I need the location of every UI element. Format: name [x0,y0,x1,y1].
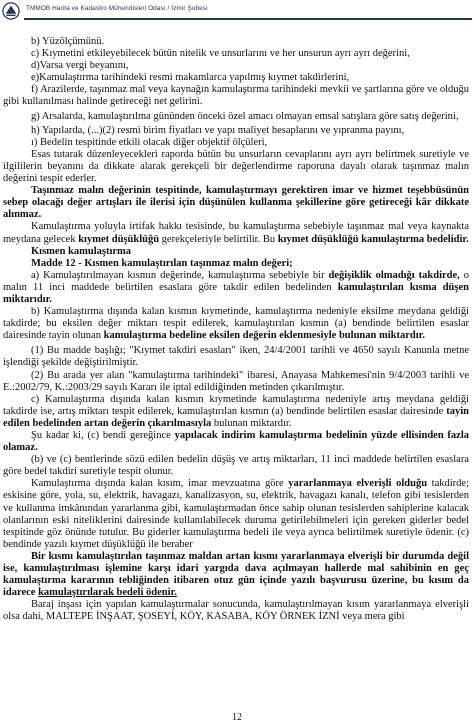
clause-g: g) Arsalarda, kamulaştırılma gününden önceki özel amacı olmayan emsal satışlara göre satış değerini, [31,110,459,122]
unusable-text: Bir kısmı kamulaştırılan taşınmaz maldan artan kısmı yararlanmaya elverişli bir durumda değil ise, kamulaştırılması işlemine karşı idari yargıda dava açılmayan hallerde mal sahibinin en geç kamulaştırma kararının tebliğinden itibaren otuz gün içinde yazılı başvurusu üzerine, bu kısım da idarece [3,550,469,599]
clause-a-text-2: o malın 11 inci maddede belirtilen esaslara göre takdir edilen bedelinden [3,269,469,293]
document-body [3,36,469,624]
remaining-bold: yararlanmaya elverişli olduğu [288,478,428,490]
unusable-underlined: kamulaştırılarak bedeli ödenir. [38,587,177,599]
paragraph-report: Esas tutarak düzenleyecekleri raporda bütün bu unsurların cevaplarını ayrı ayrı belirtmek suretiyle ve ilgililerin beyanını da dikkate alarak gerekçeli bir değerlendirme raporuna dayalı olarak taşınmaz malın değerini tespit ederler. [3,148,469,185]
clause-a-bold-1: değişiklik olmadığı takdirde, [328,269,460,281]
paragraph-value-increase: Taşınmaz malın değerinin tespitinde, kamulaştırmayı gerektiren imar ve hizmet teşebbüsünün sebep olacağı değer artışları ile ilerisi için düşünülen kullanma şekillerine göre getireceği kâr dikkate alınmaz. [3,185,469,221]
clause-a-bold-2: kamulaştırılan kısma düşen miktarıdır. [3,281,469,305]
section-heading: Kısmen kamulaştırma [31,245,132,257]
clause-c-text-2: bulunan miktardır. [211,417,292,429]
clause-e: e)Kamulaştırma tarihindeki resmi makamlarca yapılmış kıymet takdirlerini, [31,72,350,84]
paragraph-limit [3,430,469,454]
clause-f: f) Arazilerde, taşınmaz mal veya kaynağın kamulaştırma tarihindeki mevkii ve şartlarına göre ve olduğu gibi kullanılması halinde getireceği net gelirini. [3,84,469,108]
organization-name: TMMOB Harita ve Kadastro Mühendisleri Odası / İzmir Şubesi [26,5,208,12]
paragraph-remaining [3,478,469,551]
easement-text-2: gerekçeleriyle belirtilir. Bu [159,233,278,245]
paragraph-dam: Baraj inşası için yapılan kamulaştırmalar sonucunda, kamulaştırılmayan kısım yararlanmaya elverişli olsa dahi, MALTEPE İNŞAAT, ŞOSEYİ, KÖY, KASABA, KÖY ÖRNEK İZNİ veya mera gibi [3,599,469,623]
remaining-text-2: takdirde; eskisine göre, yola, su, elektrik, havagazı, kanalizasyon, su, elektrik, havagazı kanalı, telefon gibi tesislerden ve kullanma imkânından yararlanma gibi, kamulaştırmadan önce sahip olunan tesislerden sahiplerine kalacak olanlarının eski niteliklerini dairesinde kullanılabilecek duruma getirilebilmeleri için gereken giderler bedel tespitinde göz önünde tutulur. Bu giderler kamulaştırma bedeli ile veya ayrıca belirtilmek suretiyle ödenir. (c) bendinde yazılı kıymet düşüklüğü ile beraber [3,478,470,550]
easement-bold-2: kıymet düşüklüğü kamulaştırma bedelidir. [277,233,469,245]
clause-h: h) Yapılarda, (...)(2) resmi birim fiyatları ve yapı maliyet hesaplarını ve yıpranma payını, [31,124,405,136]
paragraph-unusable [3,551,469,599]
clause-i: ı) Bedelin tespitinde etkili olacak diğer objektif ölçüleri, [31,136,268,148]
footnote-2: (2) Bu arada yer alan "kamulaştırma tarihindeki" ibaresi, Anayasa Mahkemesi'nin 9/4/2003 tarihli ve E.:2002/79, K.:2003/29 sayılı Kararı ile iptal edildiğinden metinden çıkarılmıştır. [3,369,469,393]
limit-text: Şu kadar ki, (c) bendi gereğince [31,430,175,441]
paragraph-bc: (b) ve (c) bentlerinde sözü edilen bedelin düşüş ve artış miktarları, 11 inci maddede belirtilen esaslara göre bedel takdiri suretiyle tespit olunur. [3,454,469,478]
header-divider [24,18,472,20]
limit-bold: yapılacak indirim kamulaştırma bedelinin yüzde ellisinden fazla olamaz. [3,430,469,454]
article-clause-b [3,306,469,342]
footnote-1: (1) Bu madde başlığı; "Kıymet takdiri esasları" iken, 24/4/2001 tarihli ve 4650 sayılı Kanunla metne işlendiği şekilde değiştirilmiştir. [3,345,469,369]
remaining-text-1: Kamulaştırma dışında kalan kısım, imar mevzuatına göre [31,478,289,490]
clause-a-text-1: a) Kamulaştırılmayan kısmın değerinde, kamulaştırma sebebiyle bir [31,269,329,281]
clause-c-text-1: c) Kamulaştırma dışında kalan kısmın kıymetinde kamulaştırma nedeniyle artış meydana geldiği takdirde ise, artış miktarı tespit edilerek, kamulaştırılan kısmın (a) bendinde belirtilen esaslar dairesinde [3,393,469,417]
clause-c: c) Kıymetini etkileyebilecek bütün nitelik ve unsurlarını ve her unsurun ayrı ayrı değerini, [31,48,410,60]
clause-c-bold: tayin edilen bedelinden artan değerin çıkarılmasıyla [3,405,469,429]
clause-d: d)Varsa vergi beyanını, [31,60,129,72]
clause-b: b) Yüzölçümünü. [31,36,105,47]
clause-b-bold: kamulaştırma bedeline eksilen değerin eklenmesiyle bulunan miktardır. [103,330,425,342]
easement-bold-1: kıymet düşüklüğü [78,233,160,245]
article-clause-a [3,270,469,306]
page-number: 12 [232,712,242,723]
article-heading: Madde 12 - Kısmen kamulaştırılan taşınmaz malın değeri; [31,257,293,269]
paragraph-easement [3,221,469,245]
article-clause-c [3,394,469,430]
page-header [0,0,474,22]
easement-text-1: Kamulaştırma yoluyla irtifak hakkı tesisinde, bu kamulaştırma sebebiyle taşınmaz mal veya kaynakta meydana gelecek [3,221,469,245]
chamber-logo-icon [2,2,20,20]
clause-b-text: b) Kamulaştırma dışında kalan kısmın kıymetinde, kamulaştırma nedeniyle eksilme meydana geldiği takdirde; bu eksilen değer miktarı tespit edilerek, kamulaştırılan kısmın (a) bendinde belirtilen esaslar dairesinde tayin olunan [3,306,469,342]
